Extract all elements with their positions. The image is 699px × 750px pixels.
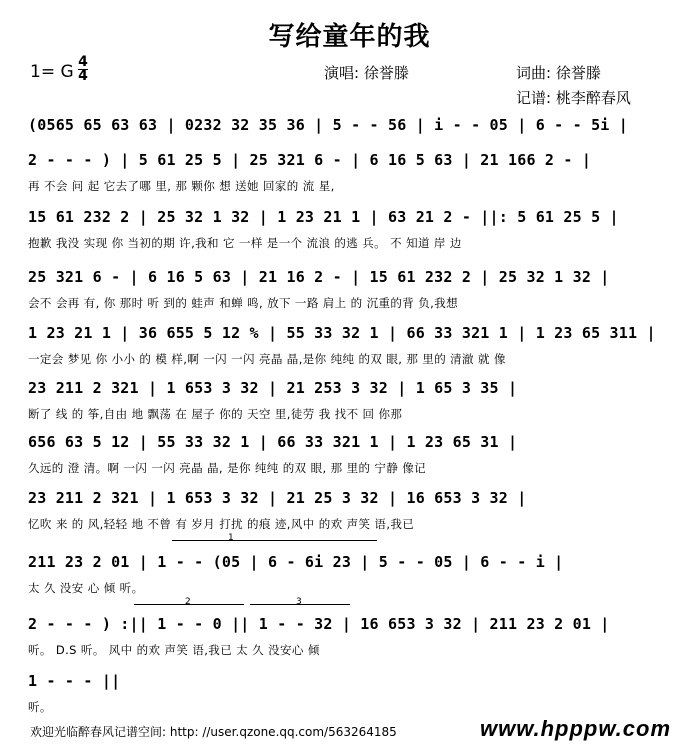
lyric-line: 断了 线 的 筝,自由 地 飘荡 在 屋子 你的 天空 里,徒劳 我 找不 回 你那: [28, 407, 403, 421]
lyric-line: 会不 会再 有, 你 那时 听 到的 蛙声 和蝉 鸣, 放下 一路 肩上 的 沉重的背 负,我想: [28, 296, 458, 310]
notation-line: 23 211 2 321 | 1 653 3 32 | 21 253 3 32 | 1 65 3 35 |: [28, 379, 518, 397]
lyric-line: 抱歉 我没 实现 你 当初的期 许,我和 它 一样 是一个 流浪 的逃 兵。 不 知道 岸 边: [28, 236, 462, 250]
song-title: 写给童年的我: [268, 22, 431, 52]
key-signature: 1= G: [30, 62, 74, 82]
lyric-line: 一定会 梦见 你 小小 的 模 样,啊 一闪 一闪 亮晶 晶,是你 纯纯 的双 眼, 那 里的 清澈 就 像: [28, 352, 506, 366]
notation-line: (0565 65 63 63 | 0232 32 35 36 | 5 - - 56 | i - - 05 | 6 - - 5i |: [28, 116, 628, 134]
volta-number-3: 3: [296, 597, 302, 607]
notation-line: 2 - - - ) | 5 61 25 5 | 25 321 6 - | 6 16 5 63 | 21 166 2 - |: [28, 151, 592, 169]
notation-line: 211 23 2 01 | 1 - - (05 | 6 - 6i 23 | 5 - - 05 | 6 - - i |: [28, 553, 564, 571]
notation-line: 23 211 2 321 | 1 653 3 32 | 21 25 3 32 | 16 653 3 32 |: [28, 489, 527, 507]
transcriber-credit: 记谱: 桃李醉春风: [516, 89, 631, 107]
notation-line: 25 321 6 - | 6 16 5 63 | 21 16 2 - | 15 61 232 2 | 25 32 1 32 |: [28, 268, 610, 286]
footer-link-text: 欢迎光临醉春风记谱空间: http: //user.qzone.qq.com/563264185: [30, 725, 397, 739]
volta-number-2: 2: [185, 597, 191, 607]
composer-credit: 词曲: 徐誉滕: [516, 64, 601, 82]
time-signature-top: 4: [78, 54, 88, 70]
lyric-line: 久远的 澄 清。啊 一闪 一闪 亮晶 晶, 是你 纯纯 的双 眼, 那 里的 宁静 像记: [28, 461, 427, 475]
notation-line: 1 - - - ||: [28, 672, 121, 690]
lyric-line: 听。: [28, 700, 52, 714]
notation-line: 656 63 5 12 | 55 33 32 1 | 66 33 321 1 | 1 23 65 31 |: [28, 433, 518, 451]
volta-number-1: 1: [228, 533, 234, 543]
lyric-line: 再 不会 问 起 它去了哪 里, 那 颗你 想 送她 回家的 流 星,: [28, 179, 335, 193]
notation-line: 1 23 21 1 | 36 655 5 12 % | 55 33 32 1 | 66 33 321 1 | 1 23 65 311 |: [28, 324, 656, 342]
volta-bracket-1: [172, 540, 377, 541]
lyric-line: 听。 D.S 听。 风中 的欢 声笑 语,我已 太 久 没安心 倾: [28, 643, 320, 657]
site-watermark: www.hpppw.com: [479, 716, 671, 741]
lyric-line: 忆吹 来 的 风,轻轻 地 不曾 有 岁月 打扰 的痕 迹,风中 的欢 声笑 语,我已: [28, 517, 415, 531]
time-signature: [76, 56, 90, 83]
singer-credit: 演唱: 徐誉滕: [324, 64, 409, 82]
notation-line: 2 - - - ) :|| 1 - - 0 || 1 - - 32 | 16 653 3 32 | 211 23 2 01 |: [28, 615, 610, 633]
notation-line: 15 61 232 2 | 25 32 1 32 | 1 23 21 1 | 63 21 2 - ||: 5 61 25 5 |: [28, 208, 619, 226]
time-signature-bottom: 4: [78, 68, 88, 84]
lyric-line: 太 久 没安 心 倾 听。: [28, 581, 144, 595]
